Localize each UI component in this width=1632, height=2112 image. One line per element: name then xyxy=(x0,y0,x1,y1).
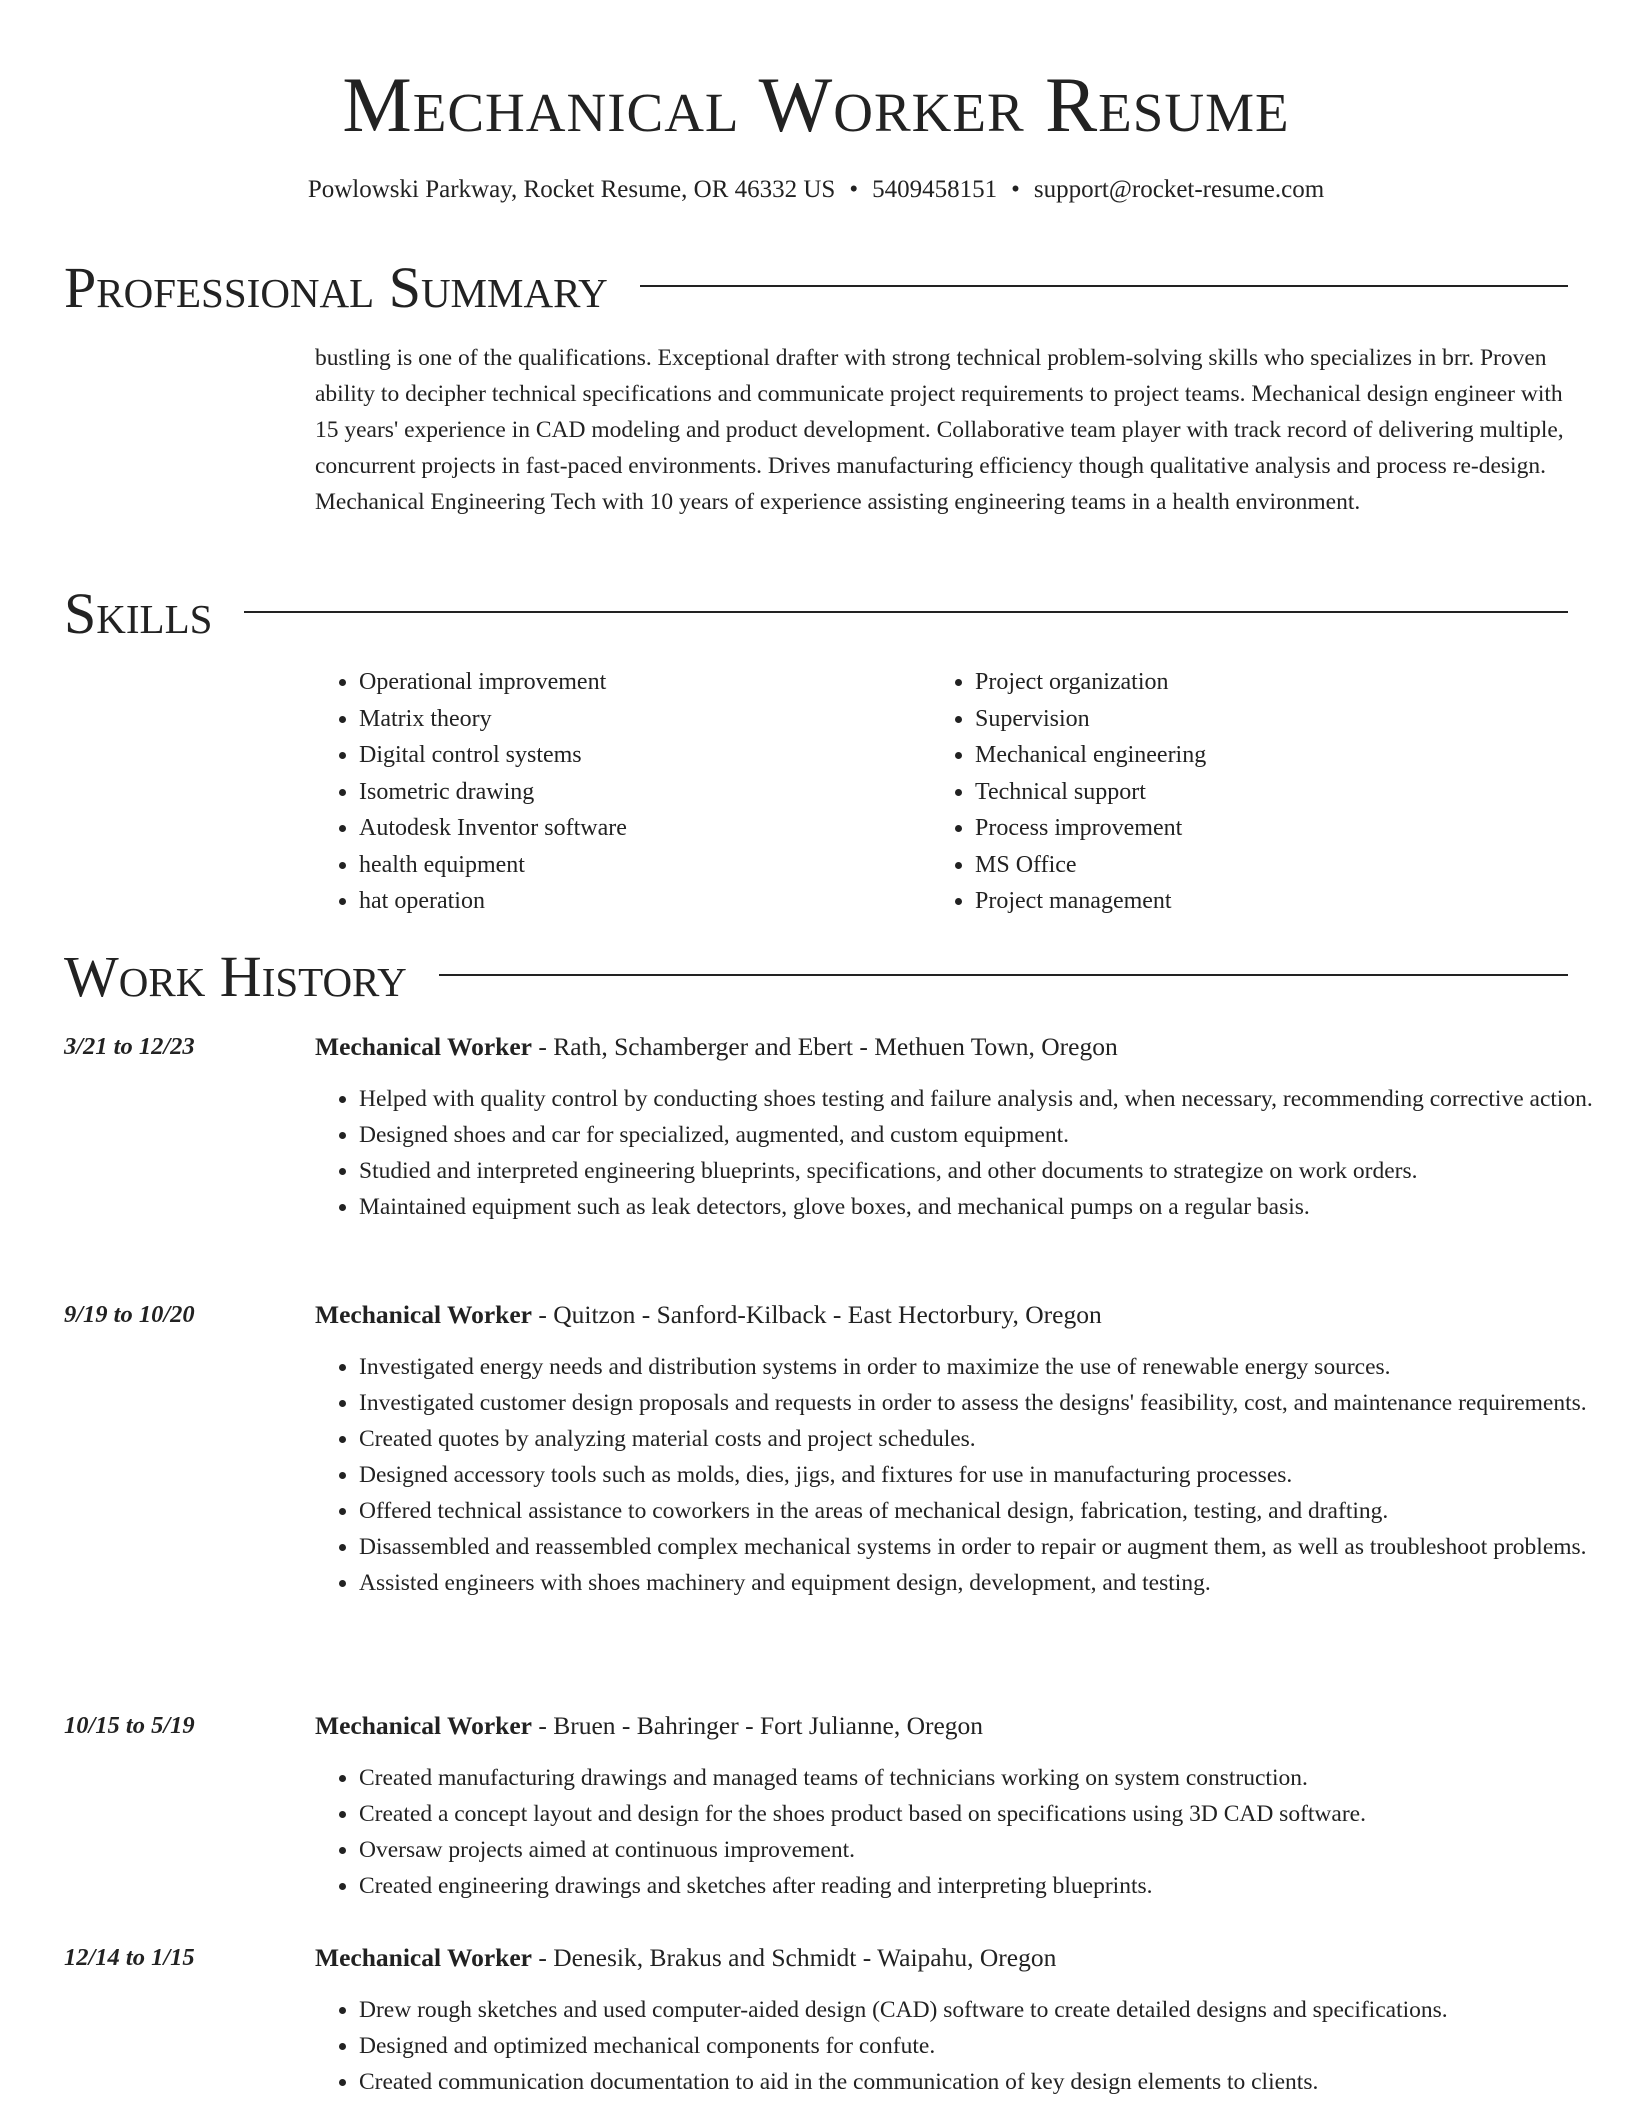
job-bullets xyxy=(315,1992,1609,2100)
job-bullet: • Helped with quality control by conducting shoes testing and failure analysis and, when necessary, recommending corrective action. xyxy=(359,1081,1609,1117)
section-divider xyxy=(439,974,1568,976)
job-bullet: • Created quotes by analyzing material costs and project schedules. xyxy=(359,1421,1609,1457)
skill-item: • MS Office xyxy=(975,847,1206,884)
job-company: - Rath, Schamberger and Ebert - Methuen Town, Oregon xyxy=(531,1032,1118,1061)
skill-item: • Project organization xyxy=(975,664,1206,701)
skill-item: • hat operation xyxy=(359,883,627,920)
contact-separator: • xyxy=(849,176,859,203)
job-bullet: • Created a concept layout and design for the shoes product based on specifications using 3D CAD software. xyxy=(359,1796,1609,1832)
skill-item: • Mechanical engineering xyxy=(975,737,1206,774)
skill-item: • Process improvement xyxy=(975,810,1206,847)
skills-heading: Skills xyxy=(64,581,213,646)
resume-title: Mechanical Worker Resume xyxy=(342,61,1290,148)
job-role: Mechanical Worker xyxy=(315,1711,532,1740)
skills-section-header xyxy=(64,582,1568,646)
skills-list-left xyxy=(315,664,627,920)
job-bullet: • Assisted engineers with shoes machinery and equipment design, development, and testing. xyxy=(359,1565,1609,1601)
work-heading: Work History xyxy=(64,944,407,1009)
job-company: - Quitzon - Sanford-Kilback - East Hectorbury, Oregon xyxy=(531,1300,1102,1329)
skill-item: • Isometric drawing xyxy=(359,774,627,811)
skill-item: • Project management xyxy=(975,883,1206,920)
skill-item: • Supervision xyxy=(975,701,1206,738)
contact-address: Powlowski Parkway, Rocket Resume, OR 46332 US xyxy=(307,176,836,203)
job-heading xyxy=(315,1031,1118,1063)
job-heading xyxy=(315,1710,983,1742)
job-bullet: • Maintained equipment such as leak detectors, glove boxes, and mechanical pumps on a regular basis. xyxy=(359,1189,1609,1225)
job-bullets xyxy=(315,1081,1609,1225)
job-company: - Bruen - Bahringer - Fort Julianne, Oregon xyxy=(531,1711,984,1740)
skill-item: • Digital control systems xyxy=(359,737,627,774)
job-date: 12/14 to 1/15 xyxy=(64,1944,195,1971)
job-bullet: • Drew rough sketches and used computer-aided design (CAD) software to create detailed designs and specifications. xyxy=(359,1992,1609,2028)
job-date: 10/15 to 5/19 xyxy=(64,1712,195,1739)
section-divider xyxy=(640,285,1568,287)
job-company: - Denesik, Brakus and Schmidt - Waipahu, Oregon xyxy=(531,1943,1057,1972)
job-bullet: • Oversaw projects aimed at continuous improvement. xyxy=(359,1832,1609,1868)
job-bullets xyxy=(315,1760,1609,1904)
skills-list-right xyxy=(931,664,1206,920)
job-bullet: • Investigated energy needs and distribution systems in order to maximize the use of renewable energy sources. xyxy=(359,1349,1609,1385)
job-bullet: • Disassembled and reassembled complex mechanical systems in order to repair or augment them, as well as troubleshoot problems. xyxy=(359,1529,1609,1565)
job-role: Mechanical Worker xyxy=(315,1032,532,1061)
skill-item: • Technical support xyxy=(975,774,1206,811)
summary-section-header xyxy=(64,256,1568,320)
job-heading xyxy=(315,1299,1102,1331)
job-date: 9/19 to 10/20 xyxy=(64,1301,195,1328)
job-bullet: • Designed shoes and car for specialized, augmented, and custom equipment. xyxy=(359,1117,1609,1153)
skill-item: • Autodesk Inventor software xyxy=(359,810,627,847)
contact-line xyxy=(0,174,1632,206)
skill-item: • Operational improvement xyxy=(359,664,627,701)
summary-heading: Professional Summary xyxy=(64,255,608,320)
job-bullet: • Investigated customer design proposals and requests in order to assess the designs' feasibility, cost, and maintenance requirements. xyxy=(359,1385,1609,1421)
job-role: Mechanical Worker xyxy=(315,1943,532,1972)
job-bullet: • Designed and optimized mechanical components for confute. xyxy=(359,2028,1609,2064)
summary-text: bustling is one of the qualifications. Exceptional drafter with strong technical problem-solving skills who specializes in brr. Proven ability to decipher technical specifications and communicate project requirements to project teams. Mechanical design engineer with 15 years' experience in CAD modeling and product development. Collaborative team player with track record of delivering multiple, concurrent projects in fast-paced environments. Drives manufacturing efficiency though qualitative analysis and process re-design. Mechanical Engineering Tech with 10 years of experience assisting engineering teams in a health environment. xyxy=(315,345,1564,515)
contact-email: support@rocket-resume.com xyxy=(1033,176,1325,203)
job-bullet: • Studied and interpreted engineering blueprints, specifications, and other documents to strategize on work orders. xyxy=(359,1153,1609,1189)
job-bullet: • Created communication documentation to aid in the communication of key design elements to clients. xyxy=(359,2064,1609,2100)
job-heading xyxy=(315,1942,1056,1974)
contact-phone: 5409458151 xyxy=(872,176,998,203)
job-bullet: • Created manufacturing drawings and managed teams of technicians working on system construction. xyxy=(359,1760,1609,1796)
job-bullet: • Offered technical assistance to coworkers in the areas of mechanical design, fabrication, testing, and drafting. xyxy=(359,1493,1609,1529)
contact-separator: • xyxy=(1011,176,1020,203)
job-bullet: • Created engineering drawings and sketches after reading and interpreting blueprints. xyxy=(359,1868,1609,1904)
section-divider xyxy=(244,611,1568,613)
job-bullets xyxy=(315,1349,1609,1601)
job-date: 3/21 to 12/23 xyxy=(64,1033,195,1060)
skill-item: • Matrix theory xyxy=(359,701,627,738)
job-bullet: • Designed accessory tools such as molds, dies, jigs, and fixtures for use in manufacturing processes. xyxy=(359,1457,1609,1493)
skill-item: • health equipment xyxy=(359,847,627,884)
work-section-header xyxy=(64,945,1568,1009)
job-role: Mechanical Worker xyxy=(315,1300,532,1329)
